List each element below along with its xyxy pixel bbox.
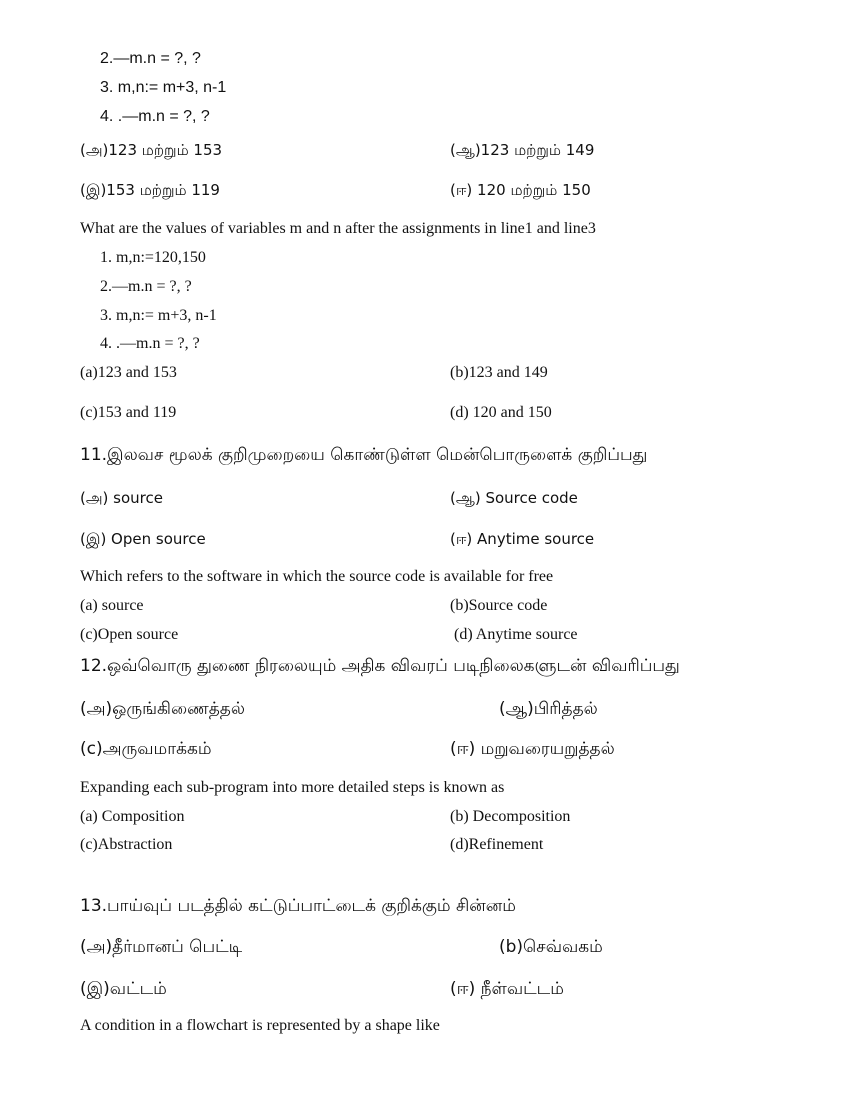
option-b-en: (b)123 and 149 xyxy=(450,364,548,381)
code-line-2: 2.—m.n = ?, ? xyxy=(100,50,201,67)
option-d-ta: (ஈ) நீள்வட்டம் xyxy=(450,979,564,999)
question-ta: 11.இலவச மூலக் குறிமுறையை கொண்டுள்ள மென்பொருளைக் குறிப்பது xyxy=(80,445,648,465)
question-en: Which refers to the software in which the source code is available for free xyxy=(80,568,554,585)
code-line-2: 2.—m.n = ?, ? xyxy=(100,278,192,295)
option-a-ta: (அ)ஒருங்கிணைத்தல் xyxy=(80,699,245,719)
option-a-ta: (அ) source xyxy=(80,489,163,507)
code-line-1: 1. m,n:=120,150 xyxy=(100,249,206,266)
question-en: What are the values of variables m and n after the assignments in line1 and line3 xyxy=(80,220,596,237)
option-b-en: (b)Source code xyxy=(450,597,548,614)
question-en: Expanding each sub-program into more detailed steps is known as xyxy=(80,779,505,796)
option-c-en: (c)Open source xyxy=(80,626,179,643)
option-d-en: (d)Refinement xyxy=(450,836,544,853)
option-c-ta: (c)அருவமாக்கம் xyxy=(80,739,212,759)
code-line-4: 4. .—m.n = ?, ? xyxy=(100,108,210,125)
option-d-ta: (ஈ) மறுவரையறுத்தல் xyxy=(450,739,615,759)
option-d-ta: (ஈ) Anytime source xyxy=(450,530,595,548)
option-a-ta: (அ)123 மற்றும் 153 xyxy=(80,141,223,159)
option-d-en: (d) Anytime source xyxy=(454,626,578,643)
question-ta: 12.ஒவ்வொரு துணை நிரலையும் அதிக விவரப் படிநிலைகளுடன் விவரிப்பது xyxy=(80,656,680,676)
option-c-ta: (இ) Open source xyxy=(80,530,206,548)
option-b-ta: (ஆ) Source code xyxy=(450,489,578,507)
option-a-en: (a)123 and 153 xyxy=(80,364,177,381)
option-c-en: (c)153 and 119 xyxy=(80,404,177,421)
option-b-ta: (b)செவ்வகம் xyxy=(499,937,603,957)
option-a-en: (a) Composition xyxy=(80,808,185,825)
code-line-4: 4. .—m.n = ?, ? xyxy=(100,335,200,352)
option-a-en: (a) source xyxy=(80,597,144,614)
question-en: A condition in a flowchart is represented by a shape like xyxy=(80,1017,440,1034)
code-line-3: 3. m,n:= m+3, n-1 xyxy=(100,307,217,324)
code-line-3: 3. m,n:= m+3, n-1 xyxy=(100,79,227,96)
option-d-en: (d) 120 and 150 xyxy=(450,404,552,421)
question-ta: 13.பாய்வுப் படத்தில் கட்டுப்பாட்டைக் குறிக்கும் சின்னம் xyxy=(80,896,516,916)
option-c-ta: (இ)153 மற்றும் 119 xyxy=(80,181,220,199)
option-b-en: (b) Decomposition xyxy=(450,808,571,825)
option-a-ta: (அ)தீர்மானப் பெட்டி xyxy=(80,937,243,957)
option-b-ta: (ஆ)பிரித்தல் xyxy=(499,699,598,719)
option-b-ta: (ஆ)123 மற்றும் 149 xyxy=(450,141,595,159)
option-c-en: (c)Abstraction xyxy=(80,836,173,853)
option-d-ta: (ஈ) 120 மற்றும் 150 xyxy=(450,181,591,199)
option-c-ta: (இ)வட்டம் xyxy=(80,979,167,999)
